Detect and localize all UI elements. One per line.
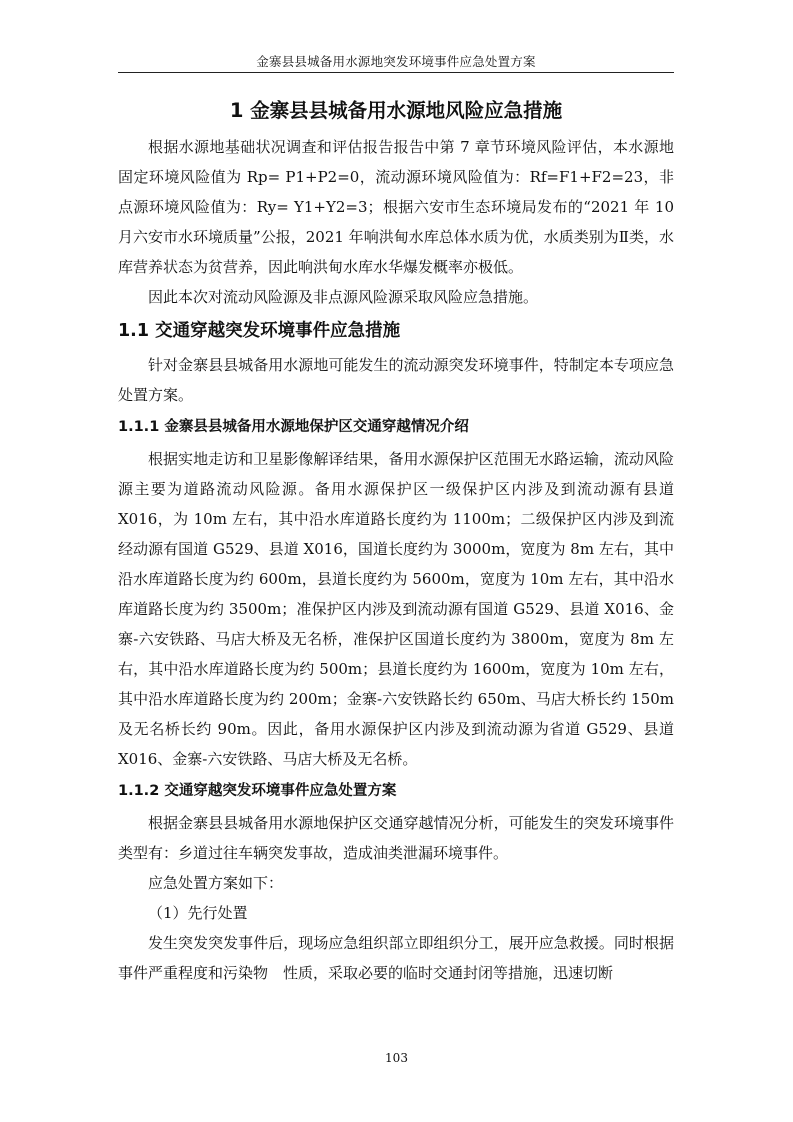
header-divider — [118, 72, 674, 73]
section-1-1-2-paragraph-2: 应急处置方案如下： — [148, 874, 284, 892]
section-1-heading: 1 金寨县县城备用水源地风险应急措施 — [229, 99, 563, 122]
page-number: 103 — [385, 1051, 408, 1065]
section-1-paragraph-2: 因此本次对流动风险源及非点源风险源采取风险应急措施。 — [148, 288, 539, 306]
section-1-1-paragraph-1: 针对金寨县县城备用水源地可能发生的流动源突发环境事件，特制定本专项应急处置方案。 — [118, 356, 674, 404]
section-1-1-heading: 1.1 交通穿越突发环境事件应急措施 — [118, 321, 401, 341]
running-header: 金寨县县城备用水源地突发环境事件应急处置方案 — [256, 54, 536, 69]
section-1-1-1-paragraph-1: 根据实地走访和卫星影像解译结果，备用水源保护区范围无水路运输，流动风险源主要为道路流动风险源。备用水源保护区一级保护区内涉及到流动源有县道 X016，为 10m 左右，其中沿水库道路长度约为 1100m；二级保护区内涉及到流经动源有国道 G529、县道 X016，国道长度约为 3000m，宽度为 8m 左右，其中沿水库道路长度为约 600m，县道长度约为 5600m，宽度为 10m 左右，其中沿水库道路长度为约 3500m；准保护区内涉及到流动源有国道 G529、县道 X016、金寨-六安铁路、马店大桥及无名桥，准保护区国道长度约为 3800m，宽度为 8m 左右，其中沿水库道路长度为约 500m；县道长度约为 1600m，宽度为 10m 左右，其中沿水库道路长度为约 200m；金寨-六安铁路长约 650m、马店大桥长约 150m 及无名桥长约 90m。因此，备用水源保护区内涉及到流动源为省道 G529、县道 X016、金寨-六安铁路、马店大桥及无名桥。 — [118, 450, 674, 768]
section-1-1-2-paragraph-1: 根据金寨县县城备用水源地保护区交通穿越情况分析，可能发生的突发环境事件类型有：乡道过往车辆突发事故，造成油类泄漏环境事件。 — [118, 814, 674, 862]
section-1-1-2-heading: 1.1.2 交通穿越突发环境事件应急处置方案 — [118, 783, 397, 799]
section-1-1-1-heading: 1.1.1 金寨县县城备用水源地保护区交通穿越情况介绍 — [118, 419, 469, 435]
page-body — [118, 96, 674, 988]
section-1-1-2-paragraph-4: 发生突发突发事件后，现场应急组织部立即组织分工，展开应急救援。同时根据事件严重程度和污染物 性质，采取必要的临时交通封闭等措施，迅速切断 — [118, 934, 674, 982]
section-1-1-2-paragraph-3: （1）先行处置 — [148, 904, 248, 922]
section-1-paragraph-1: 根据水源地基础状况调查和评估报告报告中第 7 章节环境风险评估，本水源地固定环境风险值为 Rp= P1+P2=0，流动源环境风险值为：Rf=F1+F2=23，非点源环境风险值为：Ry= Y1+Y2=3；根据六安市生态环境局发布的“2021 年 10 月六安市水环境质量”公报，2021 年响洪甸水库总体水质为优，水质类别为Ⅱ类，水库营养状态为贫营养，因此响洪甸水库水华爆发概率亦极低。 — [118, 138, 674, 276]
